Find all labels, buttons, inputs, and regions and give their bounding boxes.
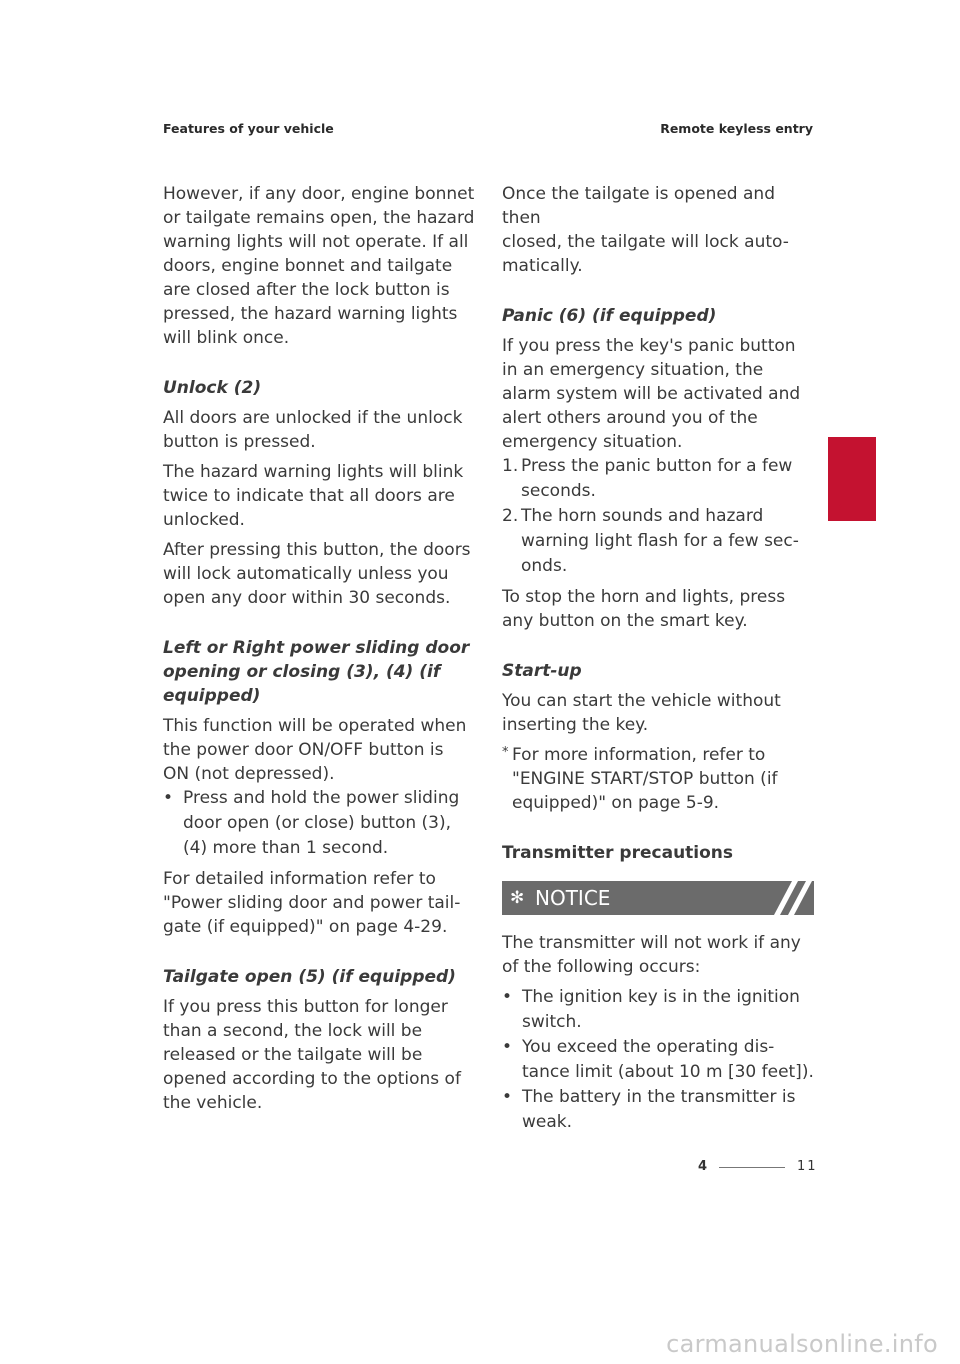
footer-divider [719, 1167, 785, 1168]
asterisk-marker: * [502, 745, 509, 760]
notice-label: NOTICE [535, 886, 611, 910]
notice-bullet: • You exceed the operating dis- tance limit (about 10 m [30 feet]). [502, 1037, 814, 1082]
footer-page-number: 11 [797, 1159, 818, 1174]
watermark-text: carmanualsonline.info [666, 1330, 938, 1358]
running-header-topic: Remote keyless entry [660, 121, 813, 136]
running-header-section: Features of your vehicle [163, 121, 334, 136]
notice-bullet: • The battery in the transmitter is weak. [502, 1087, 796, 1132]
sliding-door-paragraph-1: This function will be operated when the power door ON/OFF button is ON (not depressed). [163, 716, 467, 784]
sliding-door-bullet: • Press and hold the power sliding door open (or close) button (3), (4) more than 1 second. [163, 788, 460, 858]
bullet-marker: • [163, 788, 174, 808]
chapter-tab-number: 4 [836, 500, 848, 520]
step-number: 1. [502, 456, 519, 476]
footer-chapter-number: 4 [698, 1159, 708, 1174]
startup-paragraph: You can start the vehicle without inserting the key. [502, 691, 781, 735]
bullet-marker: • [502, 987, 513, 1007]
panic-paragraph-1: If you press the key's panic button in an emergency situation, the alarm system will be activated and alert others around you of the emergency situation. [502, 336, 801, 452]
startup-footnote: * For more information, refer to "ENGINE START/STOP button (if equipped)" on page 5-9. [502, 743, 814, 815]
intro-paragraph: However, if any door, engine bonnet or tailgate remains open, the hazard warning lights will not operate. If all doors, engine bonnet and tailgate are closed after the lock button is pressed, the hazard warning lights will blink once. [163, 184, 475, 348]
step-number: 2. [502, 506, 519, 526]
unlock-paragraph-2: The hazard warning lights will blink twice to indicate that all doors are unlocked. [163, 462, 464, 530]
bullet-marker: • [502, 1087, 513, 1107]
notice-bullet: • The ignition key is in the ignition switch. [502, 987, 800, 1032]
bullet-marker: • [502, 1037, 513, 1057]
panic-step-2: 2. The horn sounds and hazard warning light flash for a few sec- onds. [502, 506, 799, 576]
startup-heading: Start-up [502, 661, 582, 681]
right-column [502, 182, 814, 1135]
panic-step-1: 1. Press the panic button for a few seconds. [502, 456, 793, 501]
unlock-heading: Unlock (2) [163, 378, 262, 398]
asterisk-icon: ✻ [510, 888, 525, 908]
notice-paragraph: The transmitter will not work if any of the following occurs: [502, 933, 801, 977]
tailgate-paragraph: If you press this button for longer than a second, the lock will be released or the tailgate will be opened according to the options of the vehicle. [163, 997, 461, 1113]
left-column [163, 182, 475, 1115]
unlock-paragraph-3: After pressing this button, the doors will lock automatically unless you open any door within 30 seconds. [163, 540, 471, 608]
precautions-heading: Transmitter precautions [502, 843, 734, 863]
panic-paragraph-2: To stop the horn and lights, press any button on the smart key. [502, 587, 786, 631]
panic-heading: Panic (6) (if equipped) [502, 306, 717, 326]
notice-banner [502, 881, 814, 915]
unlock-paragraph-1: All doors are unlocked if the unlock button is pressed. [163, 408, 463, 452]
sliding-door-heading: Left or Right power sliding door opening or closing (3), (4) (if equipped) [163, 638, 470, 706]
slash-stripes-icon [766, 881, 814, 915]
sliding-door-paragraph-2: For detailed information refer to "Power sliding door and power tail- gate (if equipped)" on page 4-29. [163, 869, 461, 937]
tailgate-heading: Tailgate open (5) (if equipped) [163, 967, 456, 987]
tailgate-lock-paragraph: Once the tailgate is opened and then closed, the tailgate will lock auto- matically. [502, 184, 789, 276]
